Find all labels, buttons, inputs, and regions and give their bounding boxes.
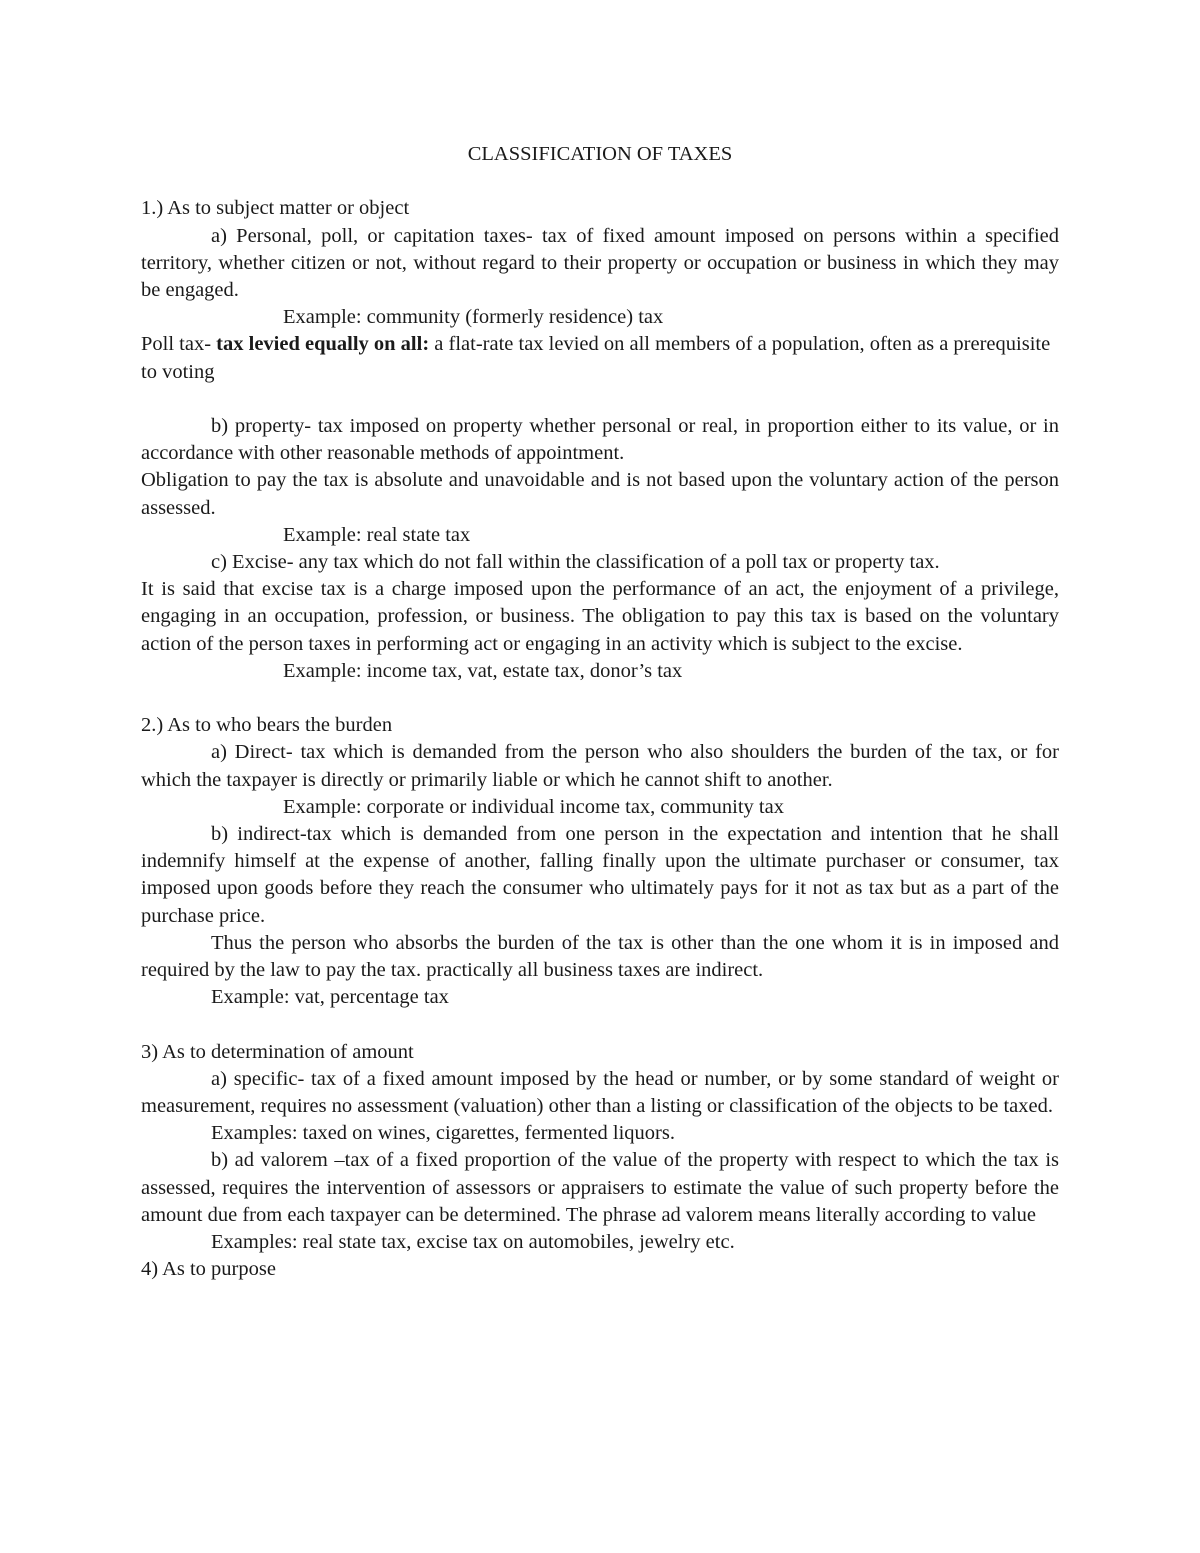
section-1c-example: Example: income tax, vat, estate tax, donor’s tax xyxy=(283,659,683,682)
section-3-heading: 3) As to determination of amount xyxy=(141,1040,414,1063)
section-1b-obligation: Obligation to pay the tax is absolute and unavoidable and is not based upon the voluntary action of the person assessed. xyxy=(141,469,1059,519)
section-1b-example: Example: real state tax xyxy=(283,523,471,546)
section-2a-example: Example: corporate or individual income tax, community tax xyxy=(283,795,784,818)
poll-tax-prefix: Poll tax- xyxy=(141,333,217,356)
spacer xyxy=(141,1011,1059,1038)
section-1-heading: 1.) As to subject matter or object xyxy=(141,197,410,220)
section-3b-text: b) ad valorem –tax of a fixed proportion of the value of the property with respect to which the tax is assessed, requires the intervention of assessors or appraisers to estimate the value of such property before the amount due from each taxpayer can be determined. The phrase ad valorem means literally according to value xyxy=(141,1149,1059,1226)
section-3a-example: Examples: taxed on wines, cigarettes, fermented liquors. xyxy=(211,1122,675,1145)
section-2a-text: a) Direct- tax which is demanded from the person who also shoulders the burden of the tax, or for which the taxpayer is directly or primarily liable or which he cannot shift to another. xyxy=(141,741,1059,791)
section-1a-example: Example: community (formerly residence) tax xyxy=(283,306,664,329)
section-3a-text: a) specific- tax of a fixed amount imposed by the head or number, or by some standard of weight or measurement, requires no assessment (valuation) other than a listing or classification of the objects to be taxed. xyxy=(141,1067,1059,1118)
section-1a-text: a) Personal, poll, or capitation taxes- tax of fixed amount imposed on persons within a specified territory, whether citizen or not, without regard to their property or occupation or business in which they may be engaged. xyxy=(141,224,1059,301)
section-2b-text: b) indirect-tax which is demanded from one person in the expectation and intention that he shall indemnify himself at the expense of another, falling finally upon the ultimate purchaser or consumer, tax imposed upon goods before they reach the consumer who ultimately pays for it not as tax but as a part of the purchase price. xyxy=(141,823,1059,927)
poll-tax-definition xyxy=(141,331,1059,385)
spacer xyxy=(141,168,1059,195)
section-1c-paragraph: It is said that excise tax is a charge imposed upon the performance of an act, the enjoyment of a privilege, engaging in an occupation, profession, or business. The obligation to pay this tax is based on the voluntary action of the person taxes in performing act or engaging in an activity which is subject to the excise. xyxy=(141,578,1059,655)
section-3b-example: Examples: real state tax, excise tax on automobiles, jewelry etc. xyxy=(211,1231,735,1254)
spacer xyxy=(141,685,1059,712)
poll-tax-bold: tax levied equally on all: xyxy=(216,333,430,356)
poll-tax-rest: a flat-rate tax levied on all members of a population, often as a prerequisite to voting xyxy=(141,333,1051,383)
section-1b-text: b) property- tax imposed on property whether personal or real, in proportion either to its value, or in accordance with other reasonable methods of appointment. xyxy=(141,415,1059,465)
section-2-heading: 2.) As to who bears the burden xyxy=(141,714,393,737)
document-title: CLASSIFICATION OF TAXES xyxy=(467,143,733,165)
section-1c-text: c) Excise- any tax which do not fall within the classification of a poll tax or property tax. xyxy=(211,551,940,574)
section-4-heading: 4) As to purpose xyxy=(141,1258,276,1281)
section-2b-example: Example: vat, percentage tax xyxy=(211,986,449,1009)
section-2b-thus: Thus the person who absorbs the burden of the tax is other than the one whom it is in imposed and required by the law to pay the tax. practically all business taxes are indirect. xyxy=(141,931,1059,982)
document-page xyxy=(141,141,1059,1283)
spacer xyxy=(141,386,1059,413)
